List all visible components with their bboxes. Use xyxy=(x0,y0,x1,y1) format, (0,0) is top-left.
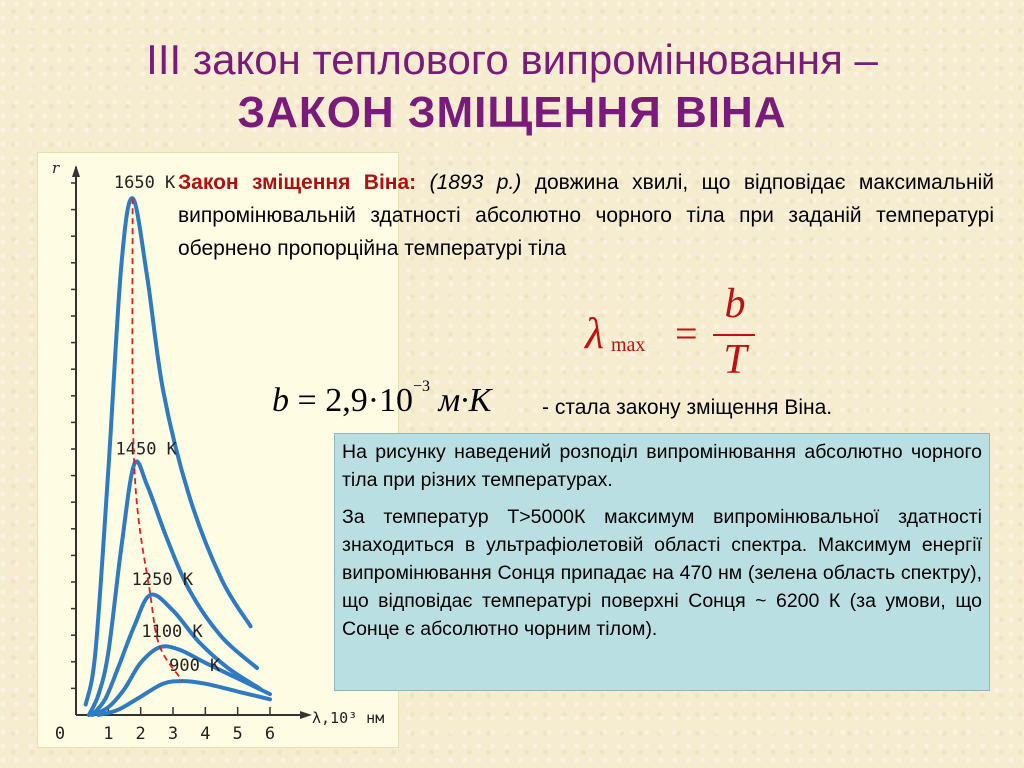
law-text: довжина хвилі, що відповідає максимальній випромінювальній здатності абсолютно чорного тіла при заданій температурі обернено пропорційна температурі тіла xyxy=(178,171,994,260)
y-axis-arrow xyxy=(72,165,80,177)
formula-sub: max xyxy=(611,334,646,356)
curve-label: 900 K xyxy=(169,656,221,677)
formula-denominator: T xyxy=(723,337,747,383)
law-year: (1893 р.) xyxy=(429,171,522,194)
x-tick-label: 5 xyxy=(232,724,243,744)
x-tick-label: 0 xyxy=(54,724,66,744)
curve-label: 1650 K xyxy=(113,173,176,194)
wien-constant xyxy=(272,378,492,426)
constant-description: - стала закону зміщення Віна. xyxy=(542,396,833,419)
formula-lambda: λ xyxy=(585,309,605,358)
info-paragraph-2: За температур Т>5000К максимум випромінювальної здатності знаходиться в ультрафіолетовій області спектра. Максимум енергії випромінювання Сонця припадає на 470 нм (зелена область спектру), що відповідає температурі поверхні Сонця ~ 6200 К (за умови, що Сонце є абсолютно чорним тілом). xyxy=(342,506,982,640)
slide-title-line1: III закон теплового випромінювання – xyxy=(146,36,878,83)
constant-equals: = xyxy=(297,382,317,419)
law-term: Закон зміщення Віна: xyxy=(178,171,417,194)
constant-exponent: −3 xyxy=(413,378,431,395)
curve-label: 1100 K xyxy=(141,622,203,643)
curve-label: 1450 K xyxy=(115,439,177,460)
y-axis-label: r xyxy=(52,159,60,177)
x-axis-arrow xyxy=(300,711,312,719)
info-paragraph-1: На рисунку наведений розподіл випромінювання абсолютно чорного тіла при різних температурах. xyxy=(342,441,982,491)
constant-value: 2,9·10 xyxy=(325,382,414,419)
x-tick-label: 4 xyxy=(200,724,211,744)
constant-symbol: b xyxy=(272,382,289,419)
constant-unit: м·К xyxy=(438,382,492,419)
slide-title-line2: ЗАКОН ЗМІЩЕННЯ ВІНА xyxy=(237,88,787,137)
wien-formula xyxy=(585,282,755,392)
x-tick-label: 2 xyxy=(135,724,146,744)
x-tick-label: 6 xyxy=(264,724,276,744)
curve-label: 1250 K xyxy=(131,569,194,590)
formula-numerator: b xyxy=(724,281,746,327)
law-definition xyxy=(178,166,994,265)
x-tick-label: 1 xyxy=(103,724,114,744)
info-box xyxy=(334,433,990,691)
formula-equals: = xyxy=(675,311,698,356)
x-axis-label: λ,10³ нм xyxy=(312,709,385,727)
x-tick-label: 3 xyxy=(167,724,179,744)
